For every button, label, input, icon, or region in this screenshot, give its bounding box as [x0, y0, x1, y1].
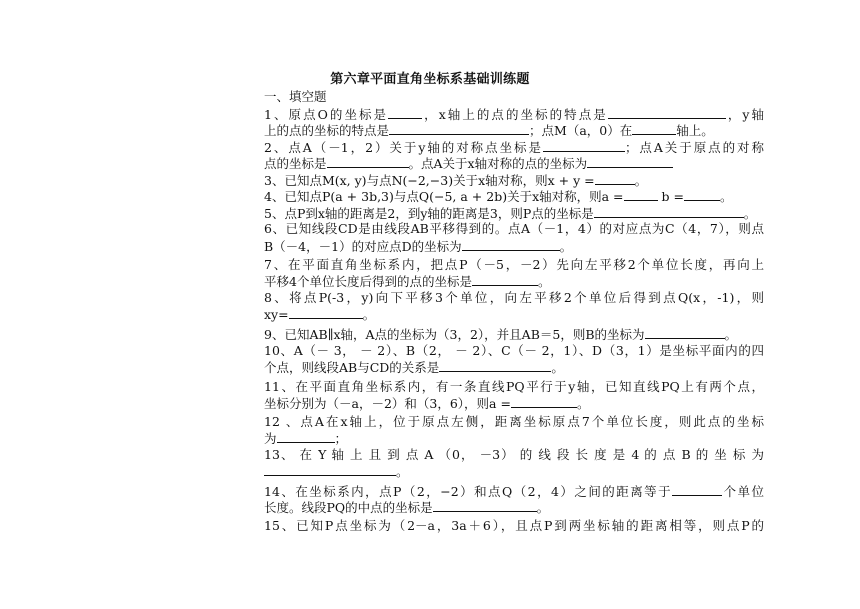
question-text: 。 — [634, 173, 648, 188]
question-line — [264, 273, 764, 289]
question-text: 10、A（－ 3， － 2）、B（2， － 2）、C（－ 2，1）、D（3，1）是坐标平面内的四 — [264, 343, 764, 358]
question-line — [264, 172, 764, 188]
question-text: ； — [334, 431, 348, 446]
question-text: 。 — [743, 206, 757, 221]
question-text: 6、已知线段CD是由线段AB平移得到的。点A（－1，4）的对应点为C（4，7），则点 — [264, 221, 764, 236]
answer-blank[interactable] — [433, 499, 537, 512]
question-text: ，x轴上的点的坐标的特点是 — [422, 107, 608, 122]
answer-blank[interactable] — [289, 306, 363, 319]
question-line — [264, 447, 764, 462]
question-text: 3、已知点M(x, y)与点N(−2,−3)关于x轴对称，则x + y = — [264, 173, 595, 188]
question-text: 长度。线段PQ的中点的坐标是 — [264, 500, 433, 515]
question-text: 上的点的坐标的特点是 — [264, 123, 390, 138]
question-text: ；点A关于原点的对称 — [624, 140, 764, 155]
question-text: 14、在坐标系内，点P（2，−2）和点Q（2，4）之间的距离等于 — [264, 484, 673, 499]
question-line — [264, 379, 764, 394]
question-text: 1、原点O的坐标是 — [264, 107, 389, 122]
question-text: 点的坐标是 — [264, 156, 327, 171]
question-text: xy= — [264, 307, 289, 322]
question-line — [264, 139, 764, 155]
question-line — [264, 221, 764, 236]
answer-blank[interactable] — [462, 238, 560, 251]
question-text: 。 — [559, 239, 573, 254]
question-line — [264, 430, 764, 446]
question-line — [264, 188, 764, 204]
answer-blank[interactable] — [624, 188, 658, 201]
question-text: 12 、点A在x轴上，位于原点左侧，距离坐标原点7个单位长度，则此点的坐标 — [264, 414, 764, 429]
question-text: 2、点A（－1，2）关于y轴的对称点坐标是 — [264, 140, 543, 155]
answer-blank[interactable] — [472, 273, 538, 286]
question-text: 4、已知点P(a + 3b,3)与点Q(−5, a + 2b)关于x轴对称，则a = — [264, 189, 624, 204]
answer-blank[interactable] — [327, 155, 409, 168]
answer-blank[interactable] — [595, 172, 635, 185]
question-line — [264, 518, 764, 533]
answer-blank[interactable] — [684, 188, 720, 201]
answer-blank[interactable] — [388, 106, 422, 119]
question-text: 。 — [724, 327, 738, 342]
question-text: 个单位 — [722, 484, 764, 499]
question-text: ，y轴 — [725, 107, 764, 122]
question-line — [264, 414, 764, 429]
question-text: 11、在平面直角坐标系内，有一条直线PQ平行于y轴，已知直线PQ上有两个点， — [264, 379, 764, 394]
answer-blank[interactable] — [632, 122, 676, 135]
question-text: 平移4个单位长度后得到的点的坐标是 — [264, 274, 472, 289]
answer-blank[interactable] — [389, 122, 529, 135]
question-text: 。 — [551, 360, 564, 375]
question-line — [264, 326, 764, 342]
question-line — [264, 257, 764, 272]
question-text: 轴上。 — [676, 123, 714, 138]
question-line — [264, 483, 764, 499]
answer-blank[interactable] — [645, 326, 725, 339]
question-line — [264, 343, 764, 358]
answer-blank[interactable] — [672, 483, 722, 496]
question-line — [264, 463, 764, 479]
question-text: 13、 在 Y 轴 上 且 到 点 A （0， －3） 的 线 段 长 度 是 4 的 点 B 的 坐 标 为 — [264, 447, 764, 462]
question-line — [264, 205, 764, 221]
question-line — [264, 306, 764, 322]
question-line — [264, 238, 764, 254]
question-text: 。 — [719, 189, 733, 204]
question-text: 。 — [536, 500, 550, 515]
question-line — [264, 359, 764, 375]
document-title: 第六章平面直角坐标系基础训练题 — [330, 72, 530, 87]
question-text: 。 — [362, 307, 376, 322]
answer-blank[interactable] — [511, 395, 577, 408]
question-line — [264, 395, 764, 411]
section-heading: 一、填空题 — [264, 89, 327, 104]
answer-blank[interactable] — [543, 139, 625, 152]
answer-blank[interactable] — [587, 155, 673, 168]
question-text: 个点，则线段AB与CD的关系是 — [264, 360, 440, 375]
question-text: 。点A关于x轴对称的点的坐标为 — [408, 156, 588, 171]
question-text: 。 — [396, 464, 409, 479]
question-text: 9、已知AB∥x轴，A点的坐标为（3，2），并且AB＝5，则B的坐标为 — [264, 327, 645, 342]
answer-blank[interactable] — [264, 463, 396, 476]
question-text: 。 — [537, 274, 551, 289]
question-text: 。 — [576, 396, 590, 411]
answer-blank[interactable] — [439, 359, 551, 372]
question-text: b = — [657, 189, 684, 204]
answer-blank[interactable] — [594, 205, 744, 218]
question-text: 15、已知P点坐标为（2－a，3a＋6），且点P到两坐标轴的距离相等，则点P的 — [264, 518, 764, 533]
question-line — [264, 290, 764, 305]
question-text: 为 — [264, 431, 277, 446]
question-text: 坐标分别为（－a，－2）和（3，6），则a = — [264, 396, 511, 411]
question-text: 7、在平面直角坐标系内，把点P（－5，－2）先向左平移2个单位长度，再向上 — [264, 257, 764, 272]
question-line — [264, 106, 764, 122]
question-line — [264, 499, 764, 515]
question-text: B（－4，－1）的对应点D的坐标为 — [264, 239, 462, 254]
answer-blank[interactable] — [277, 430, 335, 443]
question-line — [264, 155, 764, 171]
question-text: ；点M（a，0）在 — [529, 123, 633, 138]
answer-blank[interactable] — [608, 106, 726, 119]
question-text: 8、将点P(-3，y)向下平移3个单位，向左平移2个单位后得到点Q(x，-1)，则 — [264, 290, 764, 305]
question-text: 5、点P到x轴的距离是2，到y轴的距离是3，则P点的坐标是 — [264, 206, 594, 221]
question-line — [264, 122, 764, 138]
